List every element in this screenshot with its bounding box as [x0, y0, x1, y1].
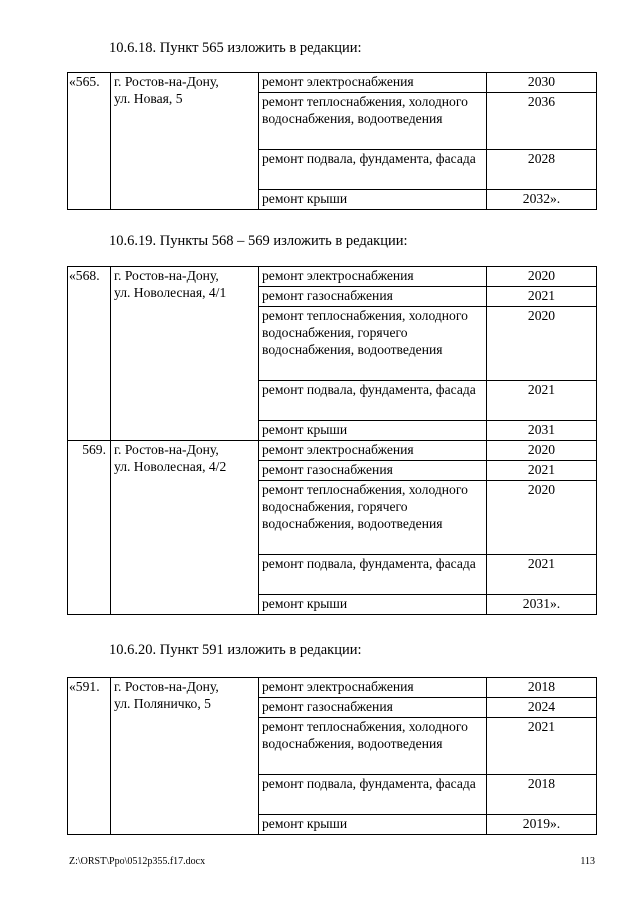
work-year: 2036: [487, 93, 597, 150]
table-row: [68, 267, 597, 287]
work-name: ремонт электроснабжения: [259, 267, 487, 287]
work-year: 2021: [487, 381, 597, 421]
work-name: ремонт крыши: [259, 190, 487, 210]
item-number: 569.: [68, 441, 111, 615]
table-row: [68, 678, 597, 698]
work-year: 2021: [487, 287, 597, 307]
work-year: 2020: [487, 441, 597, 461]
work-name: ремонт подвала, фундамента, фасада: [259, 555, 487, 595]
work-name: ремонт теплоснабжения, холодного водоснабжения, водоотведения: [259, 718, 487, 775]
work-name: ремонт теплоснабжения, холодного водоснабжения, горячего водоснабжения, водоотведения: [259, 307, 487, 381]
work-name: ремонт электроснабжения: [259, 441, 487, 461]
section-heading-591: 10.6.20. Пункт 591 изложить в редакции:: [109, 642, 362, 658]
work-name: ремонт теплоснабжения, холодного водоснабжения, горячего водоснабжения, водоотведения: [259, 481, 487, 555]
work-name: ремонт газоснабжения: [259, 698, 487, 718]
work-year: 2021: [487, 555, 597, 595]
work-year: 2021: [487, 461, 597, 481]
footer-page-number: 113: [580, 856, 595, 867]
item-address: г. Ростов-на-Дону, ул. Новолесная, 4/2: [111, 441, 259, 615]
table-565: [67, 72, 597, 210]
table-row: [68, 73, 597, 93]
item-number: «565.: [68, 73, 111, 210]
work-year: 2031».: [487, 595, 597, 615]
work-year: 2020: [487, 307, 597, 381]
work-year: 2020: [487, 267, 597, 287]
work-name: ремонт крыши: [259, 815, 487, 835]
table-568-569: [67, 266, 597, 615]
section-heading-565: 10.6.18. Пункт 565 изложить в редакции:: [109, 40, 362, 56]
work-year: 2019».: [487, 815, 597, 835]
work-year: 2021: [487, 718, 597, 775]
work-name: ремонт электроснабжения: [259, 73, 487, 93]
item-number: «568.: [68, 267, 111, 441]
item-address: г. Ростов-на-Дону, ул. Новая, 5: [111, 73, 259, 210]
table-row: [68, 441, 597, 461]
work-year: 2028: [487, 150, 597, 190]
work-year: 2030: [487, 73, 597, 93]
item-address: г. Ростов-на-Дону, ул. Новолесная, 4/1: [111, 267, 259, 441]
work-name: ремонт теплоснабжения, холодного водоснабжения, водоотведения: [259, 93, 487, 150]
work-year: 2032».: [487, 190, 597, 210]
work-name: ремонт газоснабжения: [259, 461, 487, 481]
section-heading-568-569: 10.6.19. Пункты 568 – 569 изложить в редакции:: [109, 233, 408, 249]
work-name: ремонт подвала, фундамента, фасада: [259, 775, 487, 815]
work-name: ремонт крыши: [259, 421, 487, 441]
work-name: ремонт крыши: [259, 595, 487, 615]
work-year: 2020: [487, 481, 597, 555]
footer-file-path: Z:\ORST\Ppo\0512p355.f17.docx: [69, 856, 206, 867]
item-number: «591.: [68, 678, 111, 835]
work-year: 2024: [487, 698, 597, 718]
work-name: ремонт газоснабжения: [259, 287, 487, 307]
work-year: 2018: [487, 678, 597, 698]
work-name: ремонт подвала, фундамента, фасада: [259, 381, 487, 421]
work-year: 2018: [487, 775, 597, 815]
item-address: г. Ростов-на-Дону, ул. Поляничко, 5: [111, 678, 259, 835]
work-name: ремонт электроснабжения: [259, 678, 487, 698]
work-name: ремонт подвала, фундамента, фасада: [259, 150, 487, 190]
table-591: [67, 677, 597, 835]
work-year: 2031: [487, 421, 597, 441]
